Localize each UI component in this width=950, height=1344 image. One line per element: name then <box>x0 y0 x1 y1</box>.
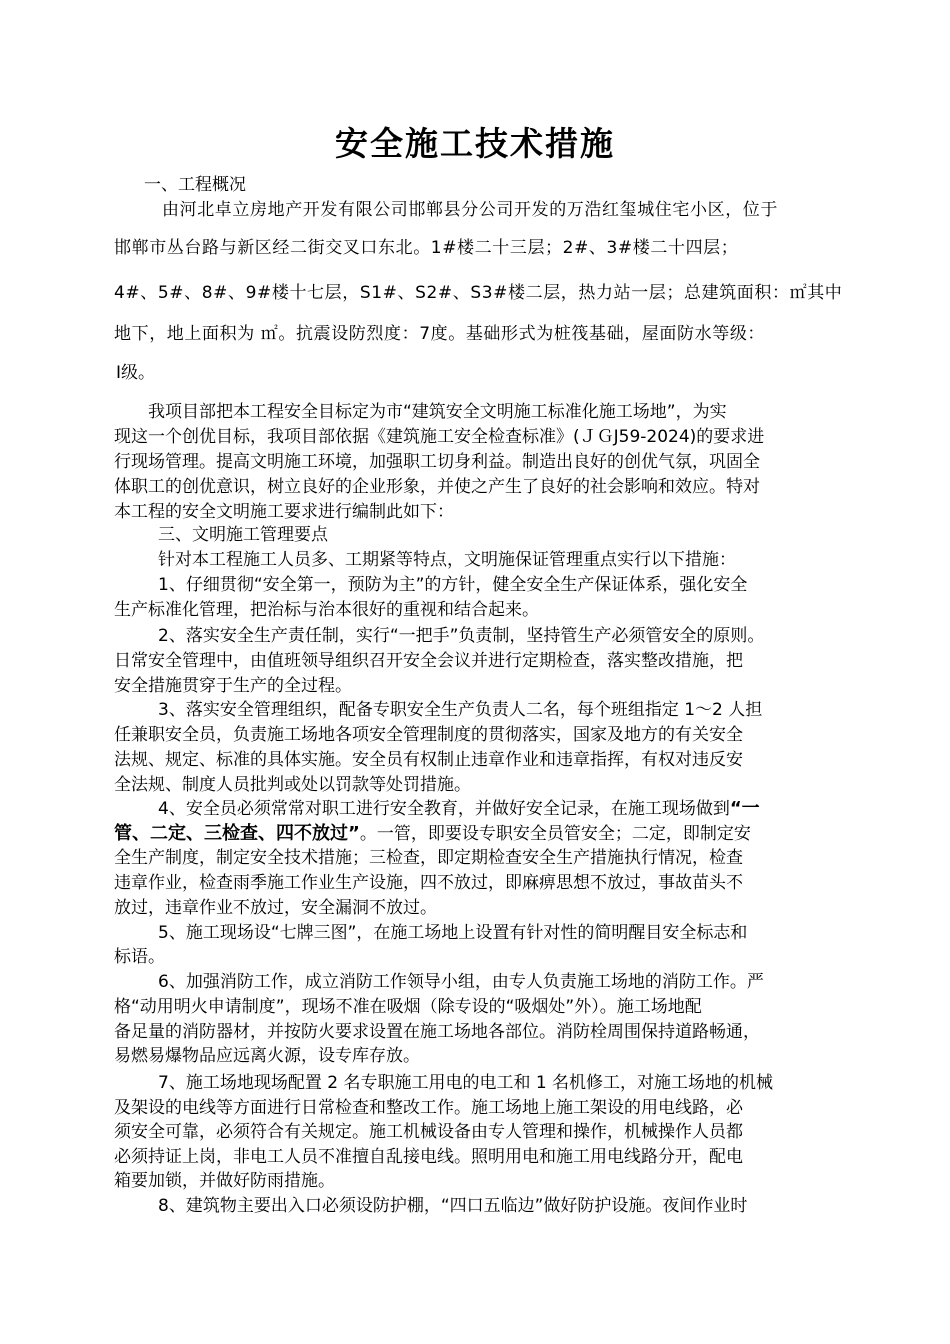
item-7-line: 必须持证上岗，非电工人员不准擅自乱接电线。照明用电和施工用电线路分开，配电 <box>114 1147 743 1167</box>
section-heading: 一、工程概况 <box>144 175 246 195</box>
overview-line: Ⅰ级。 <box>116 363 156 383</box>
item-5-line: 5、施工现场设“七牌三图”，在施工场地上设置有针对性的简明醒目安全标志和 <box>158 923 748 943</box>
section-heading: 三、文明施工管理要点 <box>158 525 328 545</box>
item-6-line: 格“动用明火申请制度”，现场不准在吸烟（除专设的“吸烟处”外）。施工场地配 <box>114 997 702 1017</box>
overview-line: 地下，地上面积为 ㎡。抗震设防烈度：7度。基础形式为桩筏基础，屋面防水等级： <box>114 324 766 344</box>
item-6-line: 备足量的消防器材，并按防火要求设置在施工场地各部位。消防栓周围保持道路畅通， <box>114 1022 760 1042</box>
goal-line: 我项目部把本工程安全目标定为市“建筑安全文明施工标准化施工场地”，为实 <box>148 402 727 422</box>
item-7-line: 7、施工场地现场配置 2 名专职施工用电的电工和 1 名机修工，对施工场地的机械 <box>158 1073 774 1093</box>
item-7-line: 须安全可靠，必须符合有关规定。施工机械设备由专人管理和操作，机械操作人员都 <box>114 1122 743 1142</box>
item-4-text: 4、安全员必须常常对职工进行安全教育，并做好安全记录，在施工现场做到 <box>158 799 730 819</box>
item-4-line <box>158 797 760 821</box>
item-4-line: 全生产制度，制定安全技术措施；三检查，即定期检查安全生产措施执行情况，检查 <box>114 848 743 868</box>
item-4-line: 违章作业，检查雨季施工作业生产设施，四不放过，即麻痹思想不放过，事故苗头不 <box>114 873 743 893</box>
item-8-line: 8、建筑物主要出入口必须设防护棚，“四口五临边”做好防护设施。夜间作业时 <box>158 1196 748 1216</box>
overview-line: 邯郸市丛台路与新区经二街交叉口东北。1#楼二十三层；2#、3#楼二十四层； <box>114 238 739 258</box>
item-2-line: 日常安全管理中，由值班领导组织召开安全会议并进行定期检查，落实整改措施，把 <box>114 651 743 671</box>
item-7-line: 箱要加锁，并做好防雨措施。 <box>114 1171 335 1191</box>
item-4-line <box>114 822 751 846</box>
item-6-line: 易燃易爆物品应远离火源，设专库存放。 <box>114 1046 420 1066</box>
item-4-text: 。一管，即要设专职安全员管安全；二定，即制定安 <box>359 824 751 844</box>
goal-line: 现这一个创优目标，我项目部依据《建筑施工安全检查标准》(ＪＧJ59-2024)的要求进 <box>114 427 765 447</box>
item-3-line: 全法规、制度人员批判或处以罚款等处罚措施。 <box>114 775 471 795</box>
item-3-line: 3、落实安全管理组织，配备专职安全生产负责人二名，每个班组指定 1～2 人担 <box>158 700 763 720</box>
goal-line: 本工程的安全文明施工要求进行编制此如下： <box>114 502 454 522</box>
goal-line: 行现场管理。提高文明施工环境，加强职工切身利益。制造出良好的创优气氛，巩固全 <box>114 452 760 472</box>
item-1-line: 生产标准化管理，把治标与治本很好的重视和结合起来。 <box>114 600 539 620</box>
item-4-emphasis: 管、二定、三检查、四不放过” <box>114 823 360 844</box>
overview-line: 4#、5#、8#、9#楼十七层，S1#、S2#、S3#楼二层，热力站一层；总建筑面积：㎡其中 <box>114 283 843 303</box>
item-5-line: 标语。 <box>114 947 165 967</box>
overview-line: 由河北卓立房地产开发有限公司邯郸县分公司开发的万浩红玺城住宅小区，位于 <box>162 200 778 220</box>
item-2-line: 安全措施贯穿于生产的全过程。 <box>114 676 352 696</box>
item-6-line: 6、加强消防工作，成立消防工作领导小组，由专人负责施工场地的消防工作。严 <box>158 972 764 992</box>
page-title: 安全施工技术措施 <box>335 124 615 163</box>
goal-line: 体职工的创优意识，树立良好的企业形象，并使之产生了良好的社会影响和效应。特对 <box>114 477 760 497</box>
item-3-line: 法规、规定、标准的具体实施。安全员有权制止违章作业和违章指挥，有权对违反安 <box>114 750 743 770</box>
item-4-emphasis: “一 <box>729 798 760 819</box>
item-3-line: 任兼职安全员，负责施工场地各项安全管理制度的贯彻落实，国家及地方的有关安全 <box>114 725 743 745</box>
intro-line: 针对本工程施工人员多、工期紧等特点，文明施保证管理重点实行以下措施： <box>158 550 736 570</box>
item-2-line: 2、落实安全生产责任制，实行“一把手”负责制，坚持管生产必须管安全的原则。 <box>158 626 765 646</box>
item-1-line: 1、仔细贯彻“安全第一，预防为主”的方针，健全安全生产保证体系，强化安全 <box>158 575 748 595</box>
item-7-line: 及架设的电线等方面进行日常检查和整改工作。施工场地上施工架设的用电线路，必 <box>114 1098 743 1118</box>
item-4-line: 放过，违章作业不放过，安全漏洞不放过。 <box>114 898 437 918</box>
